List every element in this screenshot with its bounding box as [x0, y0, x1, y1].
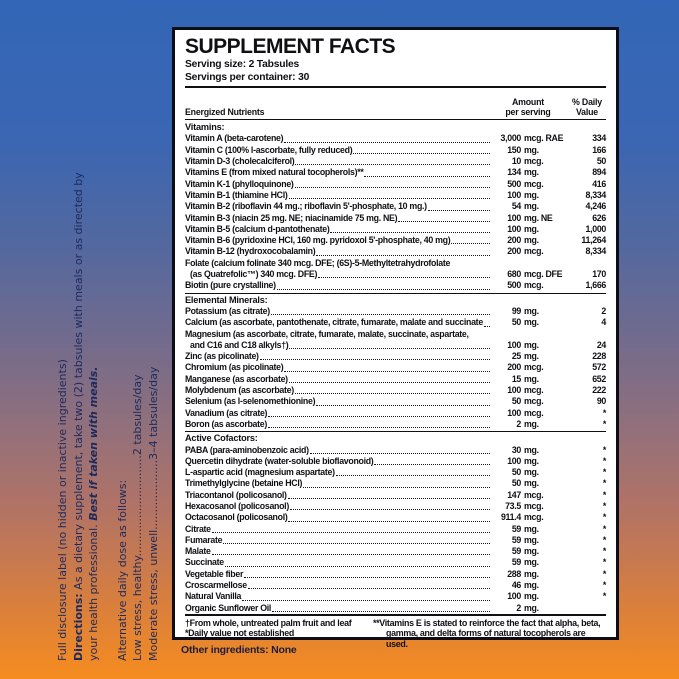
nutrient-daily-value: 24: [596, 339, 606, 350]
nutrient-name: Zinc (as picolinate): [185, 351, 259, 362]
nutrient-unit: mg.: [524, 557, 539, 568]
divider-thick: [185, 86, 606, 88]
nutrient-unit: mg.: [524, 167, 539, 178]
dotted-leader: [288, 521, 490, 522]
nutrient-name: Molybdenum (as ascorbate): [185, 385, 294, 396]
nutrient-unit: mg.: [524, 523, 539, 534]
nutrient-unit: mcg.: [524, 178, 544, 189]
nutrient-daily-value: 222: [592, 385, 606, 396]
dotted-leader: [272, 611, 490, 612]
dotted-leader: [277, 289, 490, 290]
nutrient-amount: 680: [507, 269, 521, 280]
nutrient-daily-value: 416: [592, 178, 606, 189]
nutrient-row: [185, 213, 606, 224]
columns-header: [185, 98, 606, 119]
nutrient-amount: 2: [516, 418, 521, 429]
nutrient-name: Vitamin B-2 (riboflavin 44 mg.; riboflavin 5'-phosphate, 10 mg.): [185, 201, 427, 212]
nutrient-name: Vitamin B-3 (niacin 25 mg. NE; niacinamide 75 mg. NE): [185, 212, 398, 223]
nutrient-daily-value: 228: [592, 351, 606, 362]
nutrient-row: [185, 478, 606, 489]
nutrient-daily-value: 334: [592, 133, 606, 144]
dotted-leader: [398, 221, 490, 222]
nutrient-row: [185, 167, 606, 178]
nutrient-row: [185, 306, 606, 317]
nutrient-unit: mg.: [524, 602, 539, 613]
nutrient-row: [185, 557, 606, 568]
nutrient-row: [185, 235, 606, 246]
directions-label: Directions:: [71, 593, 85, 661]
nutrient-name: Vitamin D-3 (cholecalciferol): [185, 156, 295, 167]
nutrient-name: (as Quatrefolic™) 340 mcg. DFE): [190, 269, 318, 280]
nutrient-amount: 59: [511, 546, 521, 557]
nutrient-row: [185, 408, 606, 419]
nutrient-unit: mg.: [524, 201, 539, 212]
nutrient-unit: mcg.: [524, 396, 544, 407]
nutrient-unit: mcg.: [524, 512, 544, 523]
nutrient-amount: 30: [511, 444, 521, 455]
dotted-leader: [295, 187, 490, 188]
nutrient-row: [185, 603, 606, 614]
nutrient-daily-value: 652: [592, 373, 606, 384]
nutrient-row: [185, 374, 606, 385]
full-disclosure-note: Full disclosure label (no hidden or inactive ingredients): [56, 359, 69, 661]
nutrient-name: Vitamins E (from mixed natural tocopherols)**: [185, 167, 364, 178]
nutrient-amount: 100: [507, 591, 521, 602]
nutrient-daily-value: 90: [596, 396, 606, 407]
nutrient-amount: 100: [507, 455, 521, 466]
nutrient-amount: 25: [511, 351, 521, 362]
nutrient-daily-value: 8,334: [585, 189, 606, 200]
nutrient-name: Chromium (as picolinate): [185, 362, 284, 373]
nutrient-unit: mg.: [524, 144, 539, 155]
nutrient-row: [185, 269, 606, 280]
col-header-amount: Amount per serving: [505, 97, 551, 117]
nutrient-amount: 2: [516, 602, 521, 613]
col-header-nutrients: Energized Nutrients: [185, 106, 265, 117]
nutrient-name: Triacontanol (policosanol): [185, 489, 287, 500]
nutrient-daily-value: *: [602, 489, 606, 500]
dotted-leader: [295, 164, 490, 165]
nutrient-amount: 288: [507, 568, 521, 579]
nutrient-unit: mg.: [524, 467, 539, 478]
nutrient-daily-value: *: [602, 580, 606, 591]
serving-size: Serving size: 2 Tabsules: [185, 59, 300, 70]
nutrient-daily-value: 11,264: [581, 235, 606, 246]
nutrient-name: Biotin (pure crystalline): [185, 280, 276, 291]
alt-dose-low: Low stress, healthy.............................2 tabsules/day: [131, 374, 144, 661]
nutrient-row: [185, 419, 606, 430]
nutrient-daily-value: *: [602, 523, 606, 534]
nutrient-unit: mg.: [524, 546, 539, 557]
directions-line-2: your health professional. Best if taken with meals.: [87, 366, 100, 661]
nutrient-daily-value: *: [602, 455, 606, 466]
nutrient-row: [185, 501, 606, 512]
nutrient-daily-value: 4,246: [585, 201, 606, 212]
nutrient-row: [185, 535, 606, 546]
nutrient-section: [185, 293, 606, 431]
nutrient-daily-value: *: [602, 568, 606, 579]
nutrient-daily-value: *: [602, 512, 606, 523]
nutrient-name: Vitamin B-1 (thiamine HCl): [185, 189, 288, 200]
nutrient-amount: 147: [507, 489, 521, 500]
dotted-leader: [364, 176, 490, 177]
nutrient-name: and C16 and C18 alkyls†): [190, 339, 289, 350]
nutrient-name: Natural Vanilla: [185, 591, 242, 602]
nutrient-daily-value: *: [602, 500, 606, 511]
nutrient-daily-value: 170: [592, 269, 606, 280]
nutrient-unit: mg.: [524, 478, 539, 489]
dotted-leader: [268, 416, 490, 417]
directions-line: Directions: As a dietary supplement, take two (2) tabsules with meals or as directed by: [71, 172, 85, 661]
nutrient-name: Vitamin B-12 (hydroxocobalamin): [185, 246, 316, 257]
nutrient-daily-value: *: [602, 418, 606, 429]
nutrient-amount: 15: [511, 373, 521, 384]
nutrient-name: Potassium (as citrate): [185, 305, 270, 316]
supplement-facts-panel: [172, 27, 619, 649]
nutrient-section: [185, 121, 606, 291]
servings-per-container: Servings per container: 30: [185, 71, 310, 83]
nutrient-amount: 50: [511, 317, 521, 328]
nutrient-daily-value: *: [602, 478, 606, 489]
nutrient-unit: mg.: [524, 444, 539, 455]
nutrient-daily-value: 2: [601, 305, 606, 316]
nutrient-unit: mg.: [524, 418, 539, 429]
nutrient-name: Vanadium (as citrate): [185, 407, 268, 418]
nutrient-name: Folate (calcium folinate 340 mcg. DFE; (6S)-5-Methyltetrahydrofolate: [185, 257, 451, 268]
nutrient-row: [185, 246, 606, 257]
nutrient-unit: mg.: [524, 189, 539, 200]
nutrient-unit: mg.: [524, 373, 539, 384]
nutrient-row: [185, 258, 606, 269]
nutrient-amount: 99: [511, 305, 521, 316]
col-header-daily-value: % Daily Value: [572, 97, 602, 117]
dotted-leader: [290, 509, 490, 510]
nutrient-unit: mcg. RAE: [524, 133, 564, 144]
nutrient-row: [185, 156, 606, 167]
nutrient-amount: 200: [507, 246, 521, 257]
nutrient-daily-value: *: [602, 444, 606, 455]
dotted-leader: [451, 243, 490, 244]
nutrient-name: Magnesium (as ascorbate, citrate, fumarate, malate, succinate, aspartate,: [185, 328, 469, 339]
dotted-leader: [330, 232, 490, 233]
dotted-leader: [225, 566, 490, 567]
divider-thin: [185, 119, 606, 120]
nutrient-amount: 3,000: [500, 133, 521, 144]
nutrient-name: Fumarate: [185, 534, 223, 545]
nutrient-name: PABA (para-aminobenzoic acid): [185, 444, 309, 455]
section-title: Elemental Minerals:: [185, 294, 268, 305]
dotted-leader: [316, 405, 490, 406]
nutrient-unit: mg.: [524, 235, 539, 246]
dotted-leader: [318, 277, 490, 278]
nutrient-unit: mg.: [524, 339, 539, 350]
nutrient-unit: mg. NE: [524, 212, 553, 223]
nutrient-name: Succinate: [185, 557, 224, 568]
nutrient-row: [185, 224, 606, 235]
nutrient-name: Malate: [185, 546, 211, 557]
nutrient-daily-value: 1,666: [585, 280, 606, 291]
nutrient-unit: mg.: [524, 591, 539, 602]
nutrient-row: [185, 340, 606, 351]
dotted-leader: [316, 255, 490, 256]
nutrient-daily-value: 572: [592, 362, 606, 373]
nutrient-row: [185, 201, 606, 212]
dotted-leader: [284, 142, 490, 143]
nutrient-amount: 911.4: [500, 512, 521, 523]
footnote-right: **Vitamins E is stated to reinforce the fact that alpha, beta, gamma, and delta forms of natural tocopherols are used.: [373, 617, 601, 649]
nutrient-daily-value: 8,334: [585, 246, 606, 257]
best-if-taken-note: Best if taken with meals.: [87, 366, 100, 521]
nutrient-unit: mg.: [524, 568, 539, 579]
nutrient-daily-value: *: [602, 557, 606, 568]
nutrient-amount: 46: [511, 580, 521, 591]
alt-dose-moderate: Moderate stress, unwell....................3–4 tabsules/day: [146, 366, 160, 661]
nutrient-amount: 59: [511, 557, 521, 568]
nutrient-amount: 100: [507, 407, 521, 418]
nutrient-amount: 200: [507, 235, 521, 246]
nutrient-row: [185, 467, 606, 478]
nutrient-row: [185, 456, 606, 467]
dotted-leader: [289, 198, 490, 199]
alternative-dose-block: [115, 89, 162, 661]
nutrient-amount: 150: [507, 144, 521, 155]
nutrient-name: Organic Sunflower Oil: [185, 602, 272, 613]
dotted-leader: [353, 153, 490, 154]
nutrient-name: Vitamin B-6 (pyridoxine HCl, 160 mg. pyridoxol 5'-phosphate, 40 mg): [185, 235, 451, 246]
nutrient-unit: mg.: [524, 223, 539, 234]
nutrient-daily-value: 626: [592, 212, 606, 223]
dotted-leader: [260, 359, 490, 360]
nutrient-unit: mcg.: [524, 280, 544, 291]
dotted-leader: [242, 600, 490, 601]
nutrient-name: Vitamin K-1 (phylloquinone): [185, 178, 294, 189]
nutrient-row: [185, 569, 606, 580]
dotted-leader: [428, 210, 490, 211]
dotted-leader: [244, 577, 490, 578]
nutrient-daily-value: *: [602, 467, 606, 478]
dotted-leader: [212, 532, 490, 533]
nutrient-name: Boron (as ascorbate): [185, 418, 267, 429]
nutrient-unit: mcg.: [524, 246, 544, 257]
nutrient-amount: 500: [507, 178, 521, 189]
section-title: Active Cofactors:: [185, 433, 258, 444]
nutrient-name: Croscarmellose: [185, 580, 247, 591]
nutrient-amount: 100: [507, 385, 521, 396]
nutrient-daily-value: 50: [596, 156, 606, 167]
nutrient-amount: 73.5: [505, 500, 521, 511]
nutrient-row: [185, 351, 606, 362]
panel-title: SUPPLEMENT FACTS: [185, 35, 396, 58]
nutrient-name: Selenium (as l-selenomethionine): [185, 396, 316, 407]
nutrient-unit: mcg.: [524, 362, 544, 373]
nutrient-amount: 200: [507, 362, 521, 373]
nutrient-row: [185, 490, 606, 501]
dotted-leader: [288, 498, 490, 499]
nutrient-unit: mcg. DFE: [524, 269, 563, 280]
dotted-leader: [484, 326, 490, 327]
nutrient-unit: mg.: [524, 534, 539, 545]
nutrient-daily-value: *: [602, 407, 606, 418]
nutrient-row: [185, 591, 606, 602]
nutrient-name: Vitamin B-5 (calcium d-pantothenate): [185, 223, 330, 234]
dotted-leader: [310, 453, 490, 454]
dotted-leader: [289, 382, 490, 383]
nutrient-unit: mcg.: [524, 489, 544, 500]
nutrient-row: [185, 396, 606, 407]
nutrient-amount: 100: [507, 212, 521, 223]
nutrient-amount: 50: [511, 396, 521, 407]
nutrient-row: [185, 524, 606, 535]
nutrient-amount: 500: [507, 280, 521, 291]
nutrient-unit: mcg.: [524, 385, 544, 396]
nutrient-name: Vitamin A (beta-carotene): [185, 133, 284, 144]
footnote-left: †From whole, untreated palm fruit and leaf *Daily value not established: [185, 617, 352, 639]
nutrient-daily-value: 166: [592, 144, 606, 155]
section-title: Vitamins:: [185, 122, 225, 133]
nutrient-section: [185, 431, 606, 614]
nutrient-name: Trimethylglycine (betaine HCl): [185, 478, 303, 489]
nutrient-amount: 100: [507, 339, 521, 350]
nutrient-unit: mg.: [524, 351, 539, 362]
nutrient-row: [185, 145, 606, 156]
nutrient-daily-value: *: [602, 534, 606, 545]
dotted-leader: [212, 554, 490, 555]
nutrient-name: Octacosanol (policosanol): [185, 512, 288, 523]
nutrient-unit: mg.: [524, 305, 539, 316]
nutrient-unit: mcg.: [524, 156, 544, 167]
nutrient-row: [185, 280, 606, 291]
nutrient-row: [185, 580, 606, 591]
nutrient-name: L-aspartic acid (magnesium aspartate): [185, 467, 335, 478]
nutrient-daily-value: 4: [601, 317, 606, 328]
nutrient-row: [185, 385, 606, 396]
nutrient-name: Hexacosanol (policosanol): [185, 500, 289, 511]
nutrient-row: [185, 317, 606, 328]
dotted-leader: [271, 314, 490, 315]
nutrient-amount: 50: [511, 467, 521, 478]
side-notes-rotated: [55, 89, 161, 661]
nutrient-daily-value: *: [602, 591, 606, 602]
nutrient-amount: 10: [511, 156, 521, 167]
nutrient-amount: 100: [507, 189, 521, 200]
nutrient-row: [185, 133, 606, 144]
nutrient-amount: 100: [507, 223, 521, 234]
nutrient-unit: mcg.: [524, 500, 544, 511]
nutrient-row: [185, 546, 606, 557]
nutrient-row: [185, 512, 606, 523]
nutrient-unit: mg.: [524, 580, 539, 591]
nutrient-name: Calcium (as ascorbate, pantothenate, citrate, fumarate, malate and succinate: [185, 317, 483, 328]
nutrient-name: Vegetable fiber: [185, 568, 244, 579]
nutrient-name: Quercetin dihydrate (water-soluble bioflavonoid): [185, 455, 374, 466]
nutrient-daily-value: *: [602, 546, 606, 557]
dotted-leader: [303, 487, 490, 488]
nutrient-unit: mg.: [524, 317, 539, 328]
alt-dose-header: Alternative daily dose as follows:: [115, 479, 129, 661]
dotted-leader: [223, 543, 490, 544]
dotted-leader: [284, 371, 490, 372]
other-ingredients: Other ingredients: None: [181, 644, 297, 656]
nutrient-row: [185, 179, 606, 190]
dotted-leader: [289, 348, 490, 349]
nutrient-name: Manganese (as ascorbate): [185, 373, 288, 384]
nutrient-amount: 59: [511, 523, 521, 534]
dotted-leader: [248, 588, 490, 589]
nutrient-daily-value: 894: [592, 167, 606, 178]
nutrient-name: Citrate: [185, 523, 211, 534]
nutrient-row: [185, 445, 606, 456]
nutrient-row: [185, 362, 606, 373]
nutrient-amount: 54: [511, 201, 521, 212]
nutrient-daily-value: 1,000: [585, 223, 606, 234]
dotted-leader: [374, 464, 490, 465]
nutrient-row: [185, 329, 606, 340]
nutrient-sections: [185, 121, 606, 614]
dotted-leader: [268, 427, 490, 428]
nutrient-unit: mcg.: [524, 407, 544, 418]
nutrient-row: [185, 190, 606, 201]
nutrient-name: Vitamin C (100% l-ascorbate, fully reduced): [185, 144, 353, 155]
nutrient-amount: 59: [511, 534, 521, 545]
nutrient-amount: 134: [507, 167, 521, 178]
dotted-leader: [295, 393, 490, 394]
nutrient-unit: mg.: [524, 455, 539, 466]
dotted-leader: [336, 475, 490, 476]
nutrient-amount: 50: [511, 478, 521, 489]
